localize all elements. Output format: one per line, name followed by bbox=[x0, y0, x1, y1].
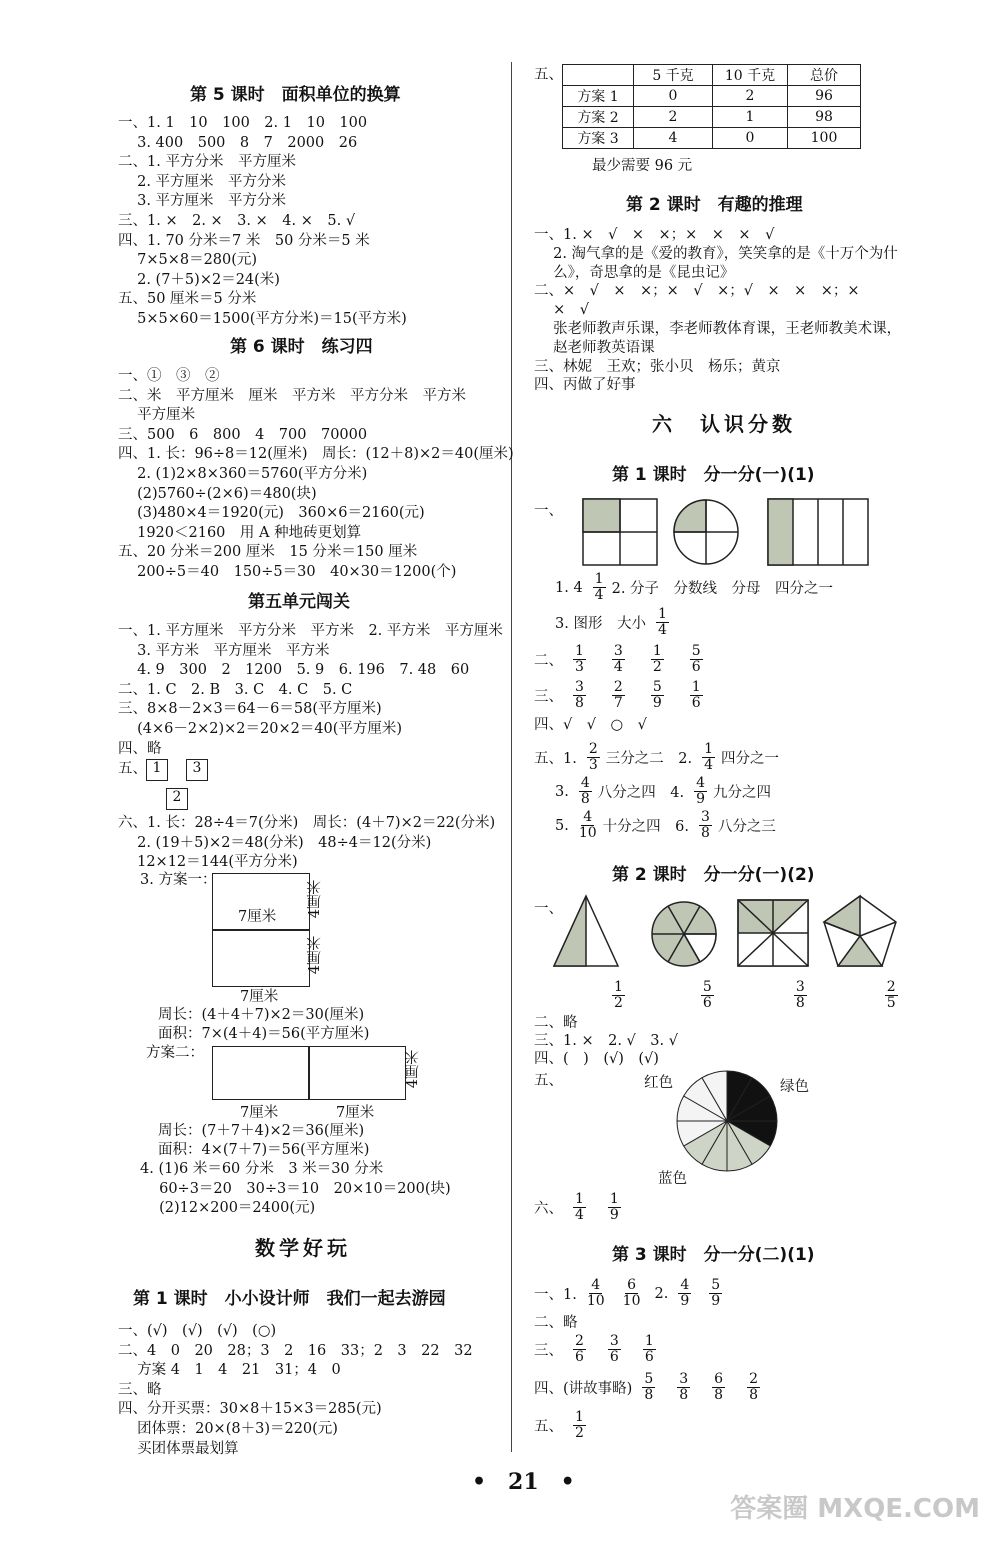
table-cell: 100 bbox=[788, 128, 861, 149]
answer-line: 二、1. C 2. B 3. C 4. C 5. C bbox=[118, 681, 353, 698]
u6l1-san-row bbox=[534, 680, 709, 711]
answer-line: 三、8×8－2×3＝64－6＝58(平方厘米) bbox=[118, 701, 382, 718]
fraction: $\frac{4}{8}$ bbox=[580, 775, 590, 807]
fraction: $\frac{1}{2}$ bbox=[652, 643, 662, 675]
pie-blue-label: 蓝色 bbox=[658, 1171, 687, 1187]
answer-line: 7×5×8＝280(元) bbox=[118, 252, 258, 269]
table-row bbox=[563, 128, 861, 149]
answer-line: 一、(√) (√) (√) (○) bbox=[118, 1323, 277, 1339]
answer-line: 四、1. 70 分米＝7 米 50 分米＝5 米 bbox=[118, 232, 370, 249]
fraction: $\frac{1}{2}$ bbox=[614, 979, 623, 1011]
table-cell: 0 bbox=[634, 86, 713, 107]
u6l2-line: 三、1. × 2. √ 3. √ bbox=[534, 1033, 678, 1049]
shaded-shapes-figure bbox=[582, 498, 882, 570]
answer-line: 么》，奇思拿的是《昆虫记》 bbox=[534, 264, 735, 281]
answer-line: 方案 4 1 4 21 31；4 0 bbox=[118, 1362, 341, 1379]
answer-line: 2. 淘气拿的是《爱的教育》，笑笑拿的是《十万个为什 bbox=[534, 245, 898, 262]
unit6-lesson3-title: 第 3 课时 分一分(二)(1) bbox=[612, 1245, 815, 1265]
answer-line: 200÷5＝40 150÷5＝30 40×30＝1200(个) bbox=[118, 564, 457, 580]
answer-line: 3. 平方厘米 平方分米 bbox=[118, 193, 287, 210]
u6l1-wu-row2 bbox=[555, 776, 777, 807]
answer-line: 一、1. × √ × ×；× × × √ bbox=[534, 227, 775, 243]
answer-text: 2. 分子 分数线 分母 四分之一 bbox=[611, 581, 834, 597]
pie-chart bbox=[677, 1071, 777, 1171]
plan2-bottom-b: 7厘米 bbox=[336, 1105, 375, 1121]
answer-line: 三、1. × 2. × 3. × 4. × 5. √ bbox=[118, 213, 356, 229]
table-header-row bbox=[563, 65, 861, 86]
fraction: $\frac{1}{9}$ bbox=[609, 1191, 619, 1223]
answer-line: 三、500 6 800 4 700 70000 bbox=[118, 426, 368, 443]
answer-line: 三、略 bbox=[118, 1381, 162, 1398]
plan-price-table bbox=[562, 64, 861, 149]
plan2-bottom-a: 7厘米 bbox=[240, 1105, 279, 1121]
unit6-lesson1-title: 第 1 课时 分一分(一)(1) bbox=[612, 465, 815, 485]
answer-text: 三分之二 2. bbox=[605, 751, 693, 767]
answer-line: 2. (7＋5)×2＝24(米) bbox=[118, 271, 280, 288]
answer-line: (2)5760÷(2×6)＝480(块) bbox=[118, 485, 317, 502]
answer-line: 3. 400 500 8 7 2000 26 bbox=[118, 134, 358, 151]
u6l1-si-row: 四、√ √ ○ √ bbox=[534, 717, 647, 733]
answer-line: 二、× √ × ×；× √ ×；√ × × ×；× bbox=[534, 283, 860, 300]
answer-text: 九分之四 bbox=[713, 785, 772, 801]
plan1-midline bbox=[212, 929, 310, 931]
u6l2-five-label: 五、 bbox=[534, 1073, 563, 1089]
fraction: $\frac{1}{4}$ bbox=[594, 571, 604, 603]
u6l1-wu-row3 bbox=[555, 810, 782, 841]
u6l2-six-row bbox=[534, 1192, 627, 1223]
answer-text: 四分之一 bbox=[721, 751, 780, 767]
u6l1-er-row bbox=[534, 644, 709, 675]
answer-box: 1 bbox=[146, 759, 168, 781]
answer-line: 3. 平方米 平方厘米 平方米 bbox=[118, 642, 330, 659]
pie-green-label: 绿色 bbox=[780, 1079, 809, 1095]
u6l1-q1-label: 一、 bbox=[534, 503, 563, 519]
fraction: $\frac{1}{6}$ bbox=[691, 679, 701, 711]
answer-box: 3 bbox=[186, 759, 208, 781]
answer-text: 一、1. bbox=[534, 1287, 577, 1303]
u6l3-four-row bbox=[534, 1372, 766, 1403]
u6l2-line: 二、略 bbox=[534, 1015, 578, 1031]
table-note: 最少需要 96 元 bbox=[592, 158, 693, 174]
u6l1-line2 bbox=[555, 607, 675, 638]
fraction: $\frac{2}{8}$ bbox=[749, 1371, 759, 1403]
fraction: $\frac{6}{8}$ bbox=[714, 1371, 724, 1403]
fraction: $\frac{2}{7}$ bbox=[613, 679, 623, 711]
answer-line: 60÷3＝20 30÷3＝10 20×10＝200(块) bbox=[140, 1180, 451, 1197]
fraction: $\frac{1}{4}$ bbox=[657, 606, 667, 638]
fraction: $\frac{4}{10}$ bbox=[578, 809, 597, 841]
answer-line: 张老师教声乐课，李老师教体育课，王老师教美术课， bbox=[534, 321, 902, 337]
answer-line: (2)12×200＝2400(元) bbox=[140, 1200, 316, 1217]
fraction: $\frac{3}{8}$ bbox=[795, 979, 805, 1011]
fraction: $\frac{5}{8}$ bbox=[644, 1371, 654, 1403]
table-cell: 方案 3 bbox=[563, 128, 634, 149]
table-cell: 4 bbox=[634, 128, 713, 149]
answer-text: 五、1. bbox=[534, 751, 577, 767]
u6l2-fraction-row bbox=[608, 980, 904, 1011]
table-cell: 2 bbox=[713, 86, 788, 107]
watermark-logo: 答案圈 MXQE.COM bbox=[730, 1494, 980, 1524]
table-five-label: 五、 bbox=[534, 67, 563, 83]
u6l3-one-row bbox=[534, 1278, 728, 1309]
fraction: $\frac{2}{6}$ bbox=[575, 1333, 584, 1365]
answer-line: 五、20 分米＝200 厘米 15 分米＝150 厘米 bbox=[118, 544, 418, 561]
answer-line: 2. 平方厘米 平方分米 bbox=[118, 173, 287, 190]
fraction: $\frac{5}{6}$ bbox=[702, 979, 712, 1011]
answer-line: 买团体票最划算 bbox=[118, 1440, 239, 1457]
answer-line: 五、50 厘米＝5 分米 bbox=[118, 291, 257, 308]
u6l1-line1 bbox=[555, 572, 839, 603]
fun-lesson1-title: 第 1 课时 小小设计师 我们一起去游园 bbox=[133, 1289, 446, 1309]
answer-line: 1920＜2160 用 A 种地砖更划算 bbox=[118, 524, 362, 541]
answer-line: 平方厘米 bbox=[118, 407, 196, 424]
table-row bbox=[563, 86, 861, 107]
answer-label: 四、(讲故事略) bbox=[534, 1381, 633, 1397]
plan1-inner-label: 7厘米 bbox=[238, 909, 277, 925]
answer-text: 八分之四 4. bbox=[597, 785, 685, 801]
plan1-side-a: 4厘米 bbox=[307, 880, 323, 919]
answer-line: 二、1. 平方分米 平方厘米 bbox=[118, 154, 296, 171]
fraction: $\frac{1}{2}$ bbox=[575, 1409, 584, 1441]
plan1-bottom-label: 7厘米 bbox=[240, 989, 279, 1005]
u6l1-wu-row1 bbox=[534, 742, 785, 773]
fraction: $\frac{1}{6}$ bbox=[644, 1333, 654, 1365]
lesson6-title: 第 6 课时 练习四 bbox=[230, 337, 373, 357]
fraction: $\frac{2}{5}$ bbox=[886, 979, 896, 1011]
answer-text: 1. 4 bbox=[555, 579, 583, 596]
answer-line: 六、1. 长：28÷4＝7(分米) 周长：(4＋7)×2＝22(分米) bbox=[118, 815, 496, 831]
fraction: $\frac{1}{4}$ bbox=[575, 1191, 584, 1223]
fraction: $\frac{6}{10}$ bbox=[622, 1277, 641, 1309]
answer-line: 一、1. 平方厘米 平方分米 平方米 2. 平方米 平方厘米 bbox=[118, 623, 503, 639]
answer-line: 四、分开买票：30×8＋15×3＝285(元) bbox=[118, 1401, 382, 1418]
answer-line: (4×6－2×2)×2＝20×2＝40(平方厘米) bbox=[118, 721, 403, 737]
answer-line: 4. (1)6 米＝60 分米 3 米＝30 分米 bbox=[140, 1161, 384, 1177]
page-number: • 21 • bbox=[472, 1469, 575, 1495]
fraction: $\frac{3}{4}$ bbox=[613, 643, 623, 675]
lesson5-title: 第 5 课时 面积单位的换算 bbox=[190, 85, 401, 105]
answer-label: 六、 bbox=[534, 1201, 563, 1217]
table-cell: 0 bbox=[713, 128, 788, 149]
fraction: $\frac{5}{9}$ bbox=[652, 679, 662, 711]
answer-line: 2. (1)2×8×360＝5760(平方分米) bbox=[118, 466, 368, 482]
answer-line: 2. (19＋5)×2＝48(分米) 48÷4＝12(分米) bbox=[118, 834, 432, 851]
answer-line: 四、丙做了好事 bbox=[534, 377, 636, 394]
fraction: $\frac{2}{3}$ bbox=[588, 741, 598, 773]
answer-text: 八分之三 bbox=[717, 819, 776, 835]
table-cell: 5 千克 bbox=[634, 65, 713, 86]
unit5-title: 第五单元闯关 bbox=[248, 592, 350, 612]
table-cell: 96 bbox=[788, 86, 861, 107]
answer-label: 五、 bbox=[534, 1419, 563, 1435]
answer-line: (3)480×4＝1920(元) 360×6＝2160(元) bbox=[118, 505, 425, 522]
answer-text: 十分之四 6. bbox=[602, 819, 690, 835]
fraction: $\frac{1}{4}$ bbox=[704, 741, 714, 773]
pie-red-label: 红色 bbox=[644, 1075, 673, 1091]
answer-line: 二、4 0 20 28；3 2 16 33；2 3 22 32 bbox=[118, 1342, 473, 1359]
divided-shapes-figure bbox=[552, 892, 912, 976]
fraction: $\frac{3}{8}$ bbox=[701, 809, 710, 841]
fraction: $\frac{4}{9}$ bbox=[696, 775, 706, 807]
fraction: $\frac{3}{8}$ bbox=[679, 1371, 689, 1403]
table-cell: 方案 2 bbox=[563, 107, 634, 128]
plan2-side-label: 4厘米 bbox=[405, 1050, 421, 1089]
answer-line: 一、① ③ ② bbox=[118, 368, 220, 384]
answer-line: 4. 9 300 2 1200 5. 9 6. 196 7. 48 60 bbox=[118, 662, 470, 679]
u6l3-three-row bbox=[534, 1334, 662, 1365]
plan1-label: 3. 方案一： bbox=[140, 872, 217, 888]
answer-line: 赵老师教英语课 bbox=[534, 339, 655, 356]
answer-line: 四、略 bbox=[118, 740, 162, 757]
plan1-area: 面积：7×(4＋4)＝56(平方厘米) bbox=[158, 1026, 370, 1042]
answer-label: 二、 bbox=[534, 653, 563, 669]
fraction: $\frac{3}{6}$ bbox=[609, 1333, 619, 1365]
u6l2-line: 四、( ) (√) (√) bbox=[534, 1051, 659, 1067]
answer-line: 5×5×60＝1500(平方分米)＝15(平方米) bbox=[118, 311, 407, 327]
table-row bbox=[563, 107, 861, 128]
fun-math-title: 数学好玩 bbox=[255, 1236, 351, 1260]
plan2-label: 方案二： bbox=[146, 1045, 204, 1061]
unit5-five-label: 五、 bbox=[118, 761, 147, 777]
answer-label: 三、 bbox=[534, 689, 563, 705]
fraction: $\frac{4}{9}$ bbox=[680, 1277, 690, 1309]
answer-line: 三、林妮 王欢；张小贝 杨乐；黄京 bbox=[534, 358, 781, 375]
answer-box: 2 bbox=[166, 788, 188, 810]
u6l2-q1-label: 一、 bbox=[534, 901, 563, 917]
answer-line: 12×12＝144(平方分米) bbox=[118, 854, 298, 871]
answer-line: 二、米 平方厘米 厘米 平方米 平方分米 平方米 bbox=[118, 387, 466, 404]
fraction: $\frac{1}{3}$ bbox=[575, 643, 584, 675]
answer-text: 2. bbox=[654, 1285, 669, 1302]
plan1-perimeter: 周长：(4＋4＋7)×2＝30(厘米) bbox=[158, 1007, 365, 1023]
color-pie-figure bbox=[672, 1066, 782, 1176]
answer-text: 3. bbox=[555, 783, 569, 800]
answer-line: × √ bbox=[534, 302, 589, 319]
answer-label: 三、 bbox=[534, 1343, 563, 1359]
answer-text: 3. 图形 大小 bbox=[555, 616, 646, 632]
fraction: $\frac{4}{10}$ bbox=[586, 1277, 605, 1309]
unit6-title: 六 认识分数 bbox=[652, 412, 796, 436]
plan2-perimeter: 周长：(7＋7＋4)×2＝36(厘米) bbox=[158, 1123, 365, 1139]
table-cell: 1 bbox=[713, 107, 788, 128]
answer-line: 四、1. 长：96÷8＝12(厘米) 周长：(12＋8)×2＝40(厘米) bbox=[118, 446, 514, 463]
table-cell: 98 bbox=[788, 107, 861, 128]
table-cell: 总价 bbox=[788, 65, 861, 86]
answer-line: 一、1. 1 10 100 2. 1 10 100 bbox=[118, 115, 368, 131]
fraction: $\frac{5}{9}$ bbox=[711, 1277, 721, 1309]
table-cell: 2 bbox=[634, 107, 713, 128]
answer-line: 团体票：20×(8＋3)＝220(元) bbox=[118, 1421, 338, 1437]
answer-text: 5. bbox=[555, 817, 569, 834]
u6l3-five-row bbox=[534, 1410, 592, 1441]
table-cell bbox=[563, 65, 634, 86]
plan1-side-b: 4厘米 bbox=[307, 936, 323, 975]
reasoning-lesson-title: 第 2 课时 有趣的推理 bbox=[626, 195, 803, 215]
column-divider bbox=[511, 62, 512, 1452]
table-cell: 10 千克 bbox=[713, 65, 788, 86]
fraction: $\frac{3}{8}$ bbox=[575, 679, 584, 711]
table-cell: 方案 1 bbox=[563, 86, 634, 107]
plan2-area: 面积：4×(7＋7)＝56(平方厘米) bbox=[158, 1142, 370, 1158]
plan2-midline bbox=[308, 1046, 310, 1100]
unit6-lesson2-title: 第 2 课时 分一分(一)(2) bbox=[612, 865, 815, 885]
fraction: $\frac{5}{6}$ bbox=[691, 643, 701, 675]
u6l3-two: 二、略 bbox=[534, 1315, 578, 1331]
